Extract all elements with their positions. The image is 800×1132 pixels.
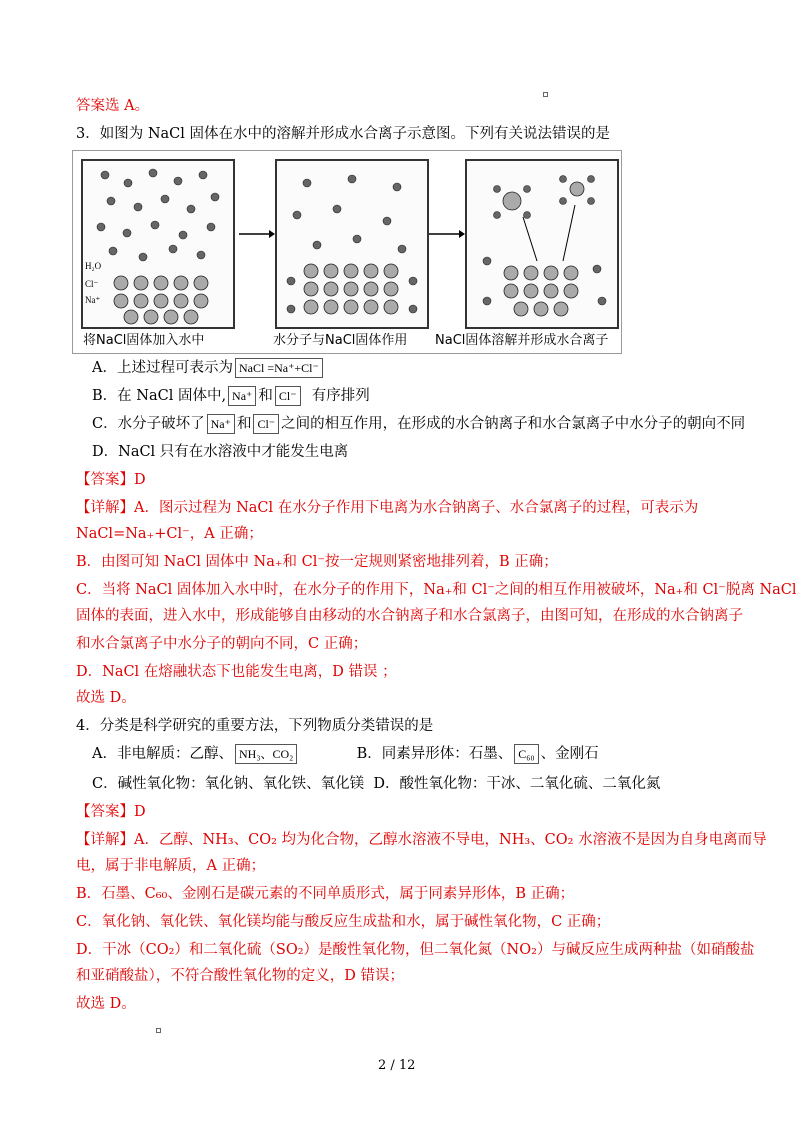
q3-detail-8: 故选 D。 xyxy=(76,690,136,706)
q4-detail-1: 【详解】A．乙醇、NH₃、CO₂ 均为化合物，乙醇水溶液不导电，NH₃、CO₂ 水溶液不是因为自身电离而导 xyxy=(76,832,767,848)
panel-1-diagram xyxy=(83,161,233,327)
panel-3 xyxy=(465,159,619,329)
q4-option-c: C．碱性氧化物：氧化钠、氧化铁、氧化镁 xyxy=(92,776,365,792)
panel-1 xyxy=(81,159,235,329)
chloride-ion-box: Cl⁻ xyxy=(275,386,301,406)
option-c-text: C．水分子破坏了 xyxy=(92,416,205,432)
arrow-1 xyxy=(239,229,275,239)
option-b-tail: 有序排列 xyxy=(311,388,370,404)
q4-option-a: A．非电解质：乙醇、 xyxy=(92,746,233,762)
q4-option-d: D．酸性氧化物：干冰、二氧化硫、二氧化氮 xyxy=(373,776,661,792)
stray-mark xyxy=(156,1028,161,1033)
q3-detail-3: B．由图可知 NaCl 固体中 Na₊和 Cl⁻按一定规则紧密地排列着，B 正确； xyxy=(76,554,558,570)
q4-options-cd xyxy=(92,774,660,794)
q4-detail-4: C．氧化钠、氧化铁、氧化镁均能与酸反应生成盐和水，属于碱性氧化物，C 正确； xyxy=(76,914,611,930)
q4-option-b-tail: 、金刚石 xyxy=(540,746,599,762)
q4-detail-7: 故选 D。 xyxy=(76,996,136,1012)
stray-mark xyxy=(543,92,548,97)
q3-detail-2: NaCl=Na₊+Cl⁻，A 正确； xyxy=(76,526,263,542)
water-label: H₂O xyxy=(85,261,102,271)
q4-detail-2: 电，属于非电解质，A 正确； xyxy=(76,858,266,874)
option-c-tail: 之间的相互作用，在形成的水合钠离子和水合氯离子中水分子的朝向不同 xyxy=(281,416,746,432)
q3-answer: 【答案】D xyxy=(76,472,146,488)
caption-3: NaCl固体溶解并形成水合离子 xyxy=(435,333,609,348)
q3-option-a xyxy=(92,358,325,378)
q3-stem: 3．如图为 NaCl 固体在水中的溶解并形成水合离子示意图。下列有关说法错误的是 xyxy=(76,126,611,142)
panel-2-diagram xyxy=(277,161,427,327)
arrow-2 xyxy=(429,229,465,239)
caption-1: 将NaCl固体加入水中 xyxy=(83,333,205,348)
option-b-text: B．在 NaCl 固体中, xyxy=(92,388,227,404)
q4-detail-6: 和亚硝酸盐），不符合酸性氧化物的定义，D 错误； xyxy=(76,968,404,984)
q4-answer: 【答案】D xyxy=(76,804,146,820)
nh3-co2-box: NH₃、CO₂ xyxy=(235,744,297,764)
option-b-and: 和 xyxy=(258,388,273,404)
q4-stem: 4．分类是科学研究的重要方法，下列物质分类错误的是 xyxy=(76,718,434,734)
option-c-and: 和 xyxy=(236,416,252,432)
q3-option-b xyxy=(92,386,370,406)
sodium-ion-box: Na⁺ xyxy=(228,386,256,406)
q3-detail-7: D．NaCl 在熔融状态下也能发生电离，D 错误 ； xyxy=(76,664,397,680)
q3-detail-5: 固体的表面，进入水中，形成能够自由移动的水合钠离子和水合氯离子，由图可知，在形成的水合钠离子 xyxy=(76,608,743,624)
panel-3-diagram xyxy=(467,161,617,327)
q3-option-c xyxy=(92,414,745,434)
c60-box: C₆₀ xyxy=(514,744,538,764)
q3-detail-6: 和水合氯离子中水分子的朝向不同，C 正确； xyxy=(76,636,368,652)
sodium-label: Na⁺ xyxy=(85,295,101,305)
chloride-label: Cl⁻ xyxy=(85,279,99,289)
q3-option-d: D．NaCl 只有在水溶液中才能发生电离 xyxy=(92,444,349,460)
nacl-dissolution-figure xyxy=(72,150,622,354)
q4-detail-5: D．干冰（CO₂）和二氧化硫（SO₂）是酸性氧化物，但二氧化氮（NO₂）与碱反应生成两种盐（如硝酸盐 xyxy=(76,942,755,958)
sodium-ion-box: Na⁺ xyxy=(207,414,235,434)
equation-box: NaCl =Na⁺+Cl⁻ xyxy=(235,358,323,378)
chloride-ion-box: Cl⁻ xyxy=(253,414,279,434)
page-number: 2 / 12 xyxy=(378,1058,416,1073)
q3-detail-1: 【详解】A．图示过程为 NaCl 在水分子作用下电离为水合钠离子、水合氯离子的过程，可表示为 xyxy=(76,500,699,516)
q3-detail-4: C．当将 NaCl 固体加入水中时，在水分子的作用下，Na₊和 Cl⁻之间的相互作用被破坏，Na₊和 Cl⁻脱离 NaCl xyxy=(76,582,797,598)
panel-2 xyxy=(275,159,429,329)
q4-option-b: B．同素异形体：石墨、 xyxy=(356,746,513,762)
option-a-text: A．上述过程可表示为 xyxy=(92,360,233,376)
q4-detail-3: B．石墨、C₆₀、金刚石是碳元素的不同单质形式，属于同素异形体，B 正确； xyxy=(76,886,575,902)
q4-options-ab xyxy=(92,744,599,764)
caption-2: 水分子与NaCl固体作用 xyxy=(273,333,408,348)
previous-answer: 答案选 A。 xyxy=(76,98,150,114)
